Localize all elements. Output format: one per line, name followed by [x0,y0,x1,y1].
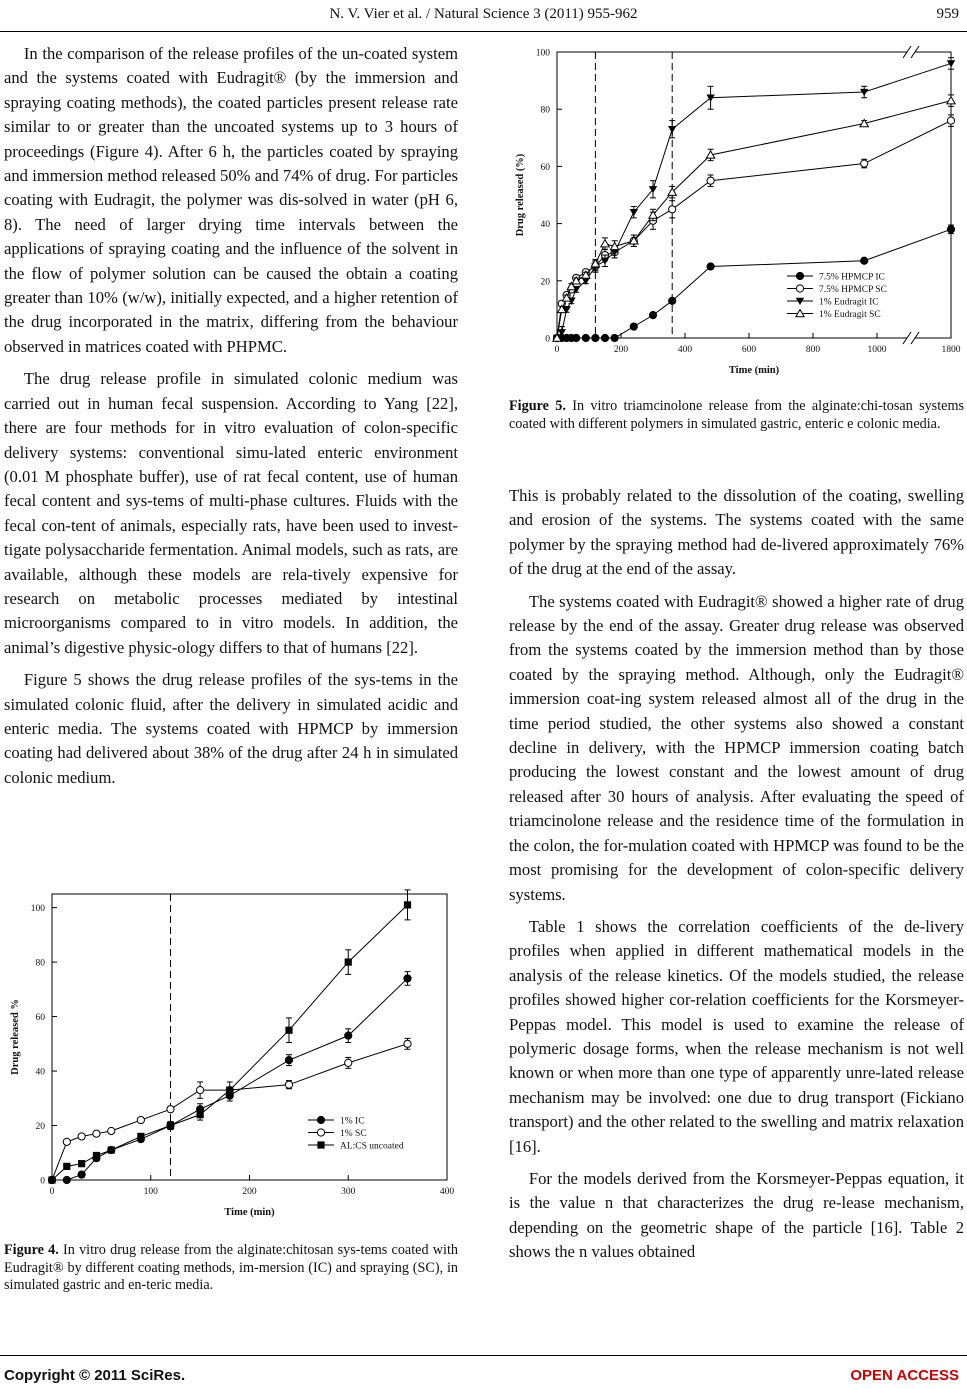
x-tick-label: 600 [741,345,757,355]
copyright: Copyright © 2011 SciRes. [4,1367,186,1384]
y-axis-label: Drug released % [10,999,21,1075]
y-tick-label: 0 [545,334,550,345]
data-point [404,1040,411,1047]
paragraph: Table 1 shows the correlation coefficients of the de-livery profiles when applied in different mathematical models in the analysis of the release kinetics. Of the models studied, the release profiles showed higher cor-relation coefficients for the Korsmeyer-Peppas model. This model is used to examine the release of polymeric dosage forms, when the release mechanism is not well known or when more than one type of apparently unre-lated release mechanism may be involved: one due to drug transport (Fickiano transport) and the other related to the swelling and matrix relaxation [16]. [509,916,964,1156]
series-7-5-hpmcp-ic [553,225,954,342]
y-tick-label: 80 [35,958,45,969]
x-tick-label: 200 [242,1187,257,1197]
data-point [78,1171,85,1178]
data-point [707,177,714,184]
x-tick-label: 300 [341,1187,356,1197]
data-point [707,263,714,270]
data-point [669,297,676,304]
data-point [345,958,352,965]
x-tick-label: 0 [554,345,560,355]
data-point [93,1130,100,1137]
legend-label: AL:CS uncoated [340,1141,404,1152]
figure5-caption [509,398,964,433]
data-point [630,323,637,330]
plot-frame [557,52,951,338]
data-point [611,334,618,341]
left-column [4,42,458,790]
y-tick-label: 40 [35,1067,45,1078]
x-tick-label: 1800 [941,345,961,355]
axis-break-gap [907,332,915,344]
legend-label: 1% SC [340,1129,367,1139]
y-tick-label: 80 [540,105,550,116]
data-point [947,60,955,67]
data-point [861,257,868,264]
y-tick-label: 0 [40,1176,45,1187]
x-axis-label: Time (min) [728,365,780,376]
data-point [601,334,608,341]
data-point [63,1163,70,1170]
figure4-label: Figure 4. [4,1242,59,1258]
data-point [582,334,589,341]
data-point [669,206,676,213]
x-tick-label: 400 [439,1187,455,1197]
x-axis-label: Time (min) [224,1207,275,1218]
x-tick-label: 800 [805,345,821,355]
data-point [108,1127,115,1134]
data-point [197,1087,204,1094]
series-line [557,63,951,338]
series-1-ic [48,972,411,1184]
page-footer [0,1355,967,1389]
x-tick-label: 0 [49,1187,55,1197]
figure4-chart [0,882,460,1232]
figure5-caption-text: In vitro triamcinolone release from the alginate:chi-tosan systems coated with different polymers in simulated gastric, enteric e colonic media. [509,398,964,432]
paragraph: The systems coated with Eudragit® showed a higher rate of drug release by the end of the assay. Greater drug release was observed from the systems coated by the immersion method than by those coated by the spraying method. Although, only the Eudragit® immersion coat-ing system released almost all of the drug in the time period studied, the other systems also showed a constant decline in delivery, with the HPMCP immersion coating batch producing the lowest constant and the lowest amount of drug released after 30 hours of analysis. After evaluating the speed of triamcinolone release and the residence time of the formulation in the colon, the for-mulation coated with HPMCP was found to be the most promising for the development of colon-specific delivery systems. [509,591,964,904]
data-point [285,1081,292,1088]
data-point [404,901,411,908]
data-point [137,1133,144,1140]
legend-label: 7.5% HPMCP IC [819,272,885,283]
figure5-chart [505,40,965,390]
data-point [285,1027,292,1034]
data-point [573,334,580,341]
data-point [404,975,411,982]
series-line [52,1044,408,1180]
page-header [0,6,967,28]
axis-break-gap [907,46,915,58]
data-point [93,1152,100,1159]
data-point [285,1057,292,1064]
y-tick-label: 20 [540,277,550,288]
series-1-sc [48,1038,411,1183]
x-tick-label: 400 [677,345,693,355]
y-tick-label: 100 [535,48,550,59]
footer-rule [0,1355,967,1356]
data-point [345,1032,352,1039]
series-line [557,121,951,338]
legend-label: 1% Eudragit SC [819,310,881,320]
data-point [63,1138,70,1145]
plot-frame [52,894,447,1180]
paragraph: In the comparison of the release profiles of the un-coated system and the systems coated with Eudragit® (by the immersion and spraying coating methods), the coated particles present release rate similar to or greater than the uncoated systems up to 3 hours of proceedings (Figure 4). After 6 h, the particles coated by spraying and immersion method released 50% and 74% of drug. For particles coating with Eudragit, the polymer was dis-solved in water (pH 6, 8). The need of larger drying time intervals between the applications of spraying coating and the influence of the solvent in the flow of polymer solution can be caused the obtain a coating greater than 10% (w/w), initially expected, and a higher retention of the drug incorporated in the matrix, differing from the behaviour observed in matrices coated with PHPMC. [4,44,458,356]
x-tick-label: 100 [143,1187,158,1197]
y-tick-label: 20 [35,1122,45,1133]
legend-marker [317,1129,324,1136]
data-point [601,240,609,247]
series-1-eudragit-sc [553,95,955,341]
x-tick-label: 1000 [867,345,887,355]
legend-label: 7.5% HPMCP SC [819,285,888,295]
data-point [649,312,656,319]
data-point [108,1146,115,1153]
page-number: 959 [936,6,959,22]
series-line [557,101,951,338]
data-point [197,1111,204,1118]
data-point [947,226,954,233]
figure4-caption-text: In vitro drug release from the alginate:chitosan sys-tems coated with Eudragit® by different coating methods, im-mersion (IC) and spraying (SC), in simulated gastric and en-teric media. [4,1242,458,1294]
data-point [226,1087,233,1094]
open-access-label: OPEN ACCESS [850,1367,959,1384]
data-point [167,1106,174,1113]
paragraph: The drug release profile in simulated colonic medium was carried out in human fecal suspension. According to Yang [22], there are four methods for in vitro evaluation of colon-specific delivery systems: conventional simu-lated enteric environment (0.01 M phosphate buffer), use of rat fecal content, use of human fecal content and sys-tems of multi-phase cultures. Fluids with the fecal con-tent of animals, especially rats, have been used to invest-tigate polysaccharide fermentation. Animal models, such as rats, are available, although these models are rela-tively expensive for research on metabolic processes mediated by intestinal microorganisms compared to in vitro models. In addition, the animal’s digestive physic-ology differs to that of humans [22]. [4,369,458,657]
data-point [48,1176,55,1183]
data-point [668,126,676,133]
legend-marker [796,285,803,292]
legend-marker [317,1116,324,1123]
legend-label: 1% Eudragit IC [819,297,879,308]
running-title: N. V. Vier et al. / Natural Science 3 (2011) 955-962 [329,6,638,22]
series-7-5-hpmcp-sc [553,115,954,342]
data-point [861,160,868,167]
paragraph: This is probably related to the dissolution of the coating, swelling and erosion of the systems. The systems coated with the same polymer by the spraying method had de-livered approximately 76% of the drug at the end of the assay. [509,486,964,579]
legend-label: 1% IC [340,1116,365,1127]
data-point [630,209,638,216]
y-tick-label: 40 [540,220,550,231]
y-tick-label: 60 [540,162,550,173]
y-axis-label: Drug released (%) [515,153,526,237]
figure5-label: Figure 5. [509,398,566,414]
x-tick-label: 200 [613,345,629,355]
paragraph: For the models derived from the Korsmeyer-Peppas equation, it is the value n that characterizes the drug re-lease mechanism, depending on the geometric shape of the particle [16]. Table 2 shows the n values obtained [509,1168,964,1262]
data-point [345,1059,352,1066]
y-tick-label: 60 [35,1013,45,1024]
data-point [78,1133,85,1140]
data-point [137,1116,144,1123]
y-tick-label: 100 [30,904,45,915]
series-al-cs-uncoated [48,890,411,1184]
right-column [509,484,964,1265]
paragraph: Figure 5 shows the drug release profiles of the sys-tems in the simulated colonic fluid, after the delivery in simulated acidic and enteric media. The systems coated with HPMCP by immersion coating had delivered about 38% of the drug after 24 h in simulated colonic medium. [4,670,458,787]
data-point [947,97,955,104]
data-point [947,117,954,124]
data-point [78,1160,85,1167]
legend-marker [796,272,803,279]
data-point [63,1176,70,1183]
header-rule [0,31,967,32]
data-point [167,1122,174,1129]
legend-marker [317,1141,324,1148]
figure4-caption [4,1242,458,1295]
series-1-eudragit-ic [553,58,955,342]
data-point [592,334,599,341]
